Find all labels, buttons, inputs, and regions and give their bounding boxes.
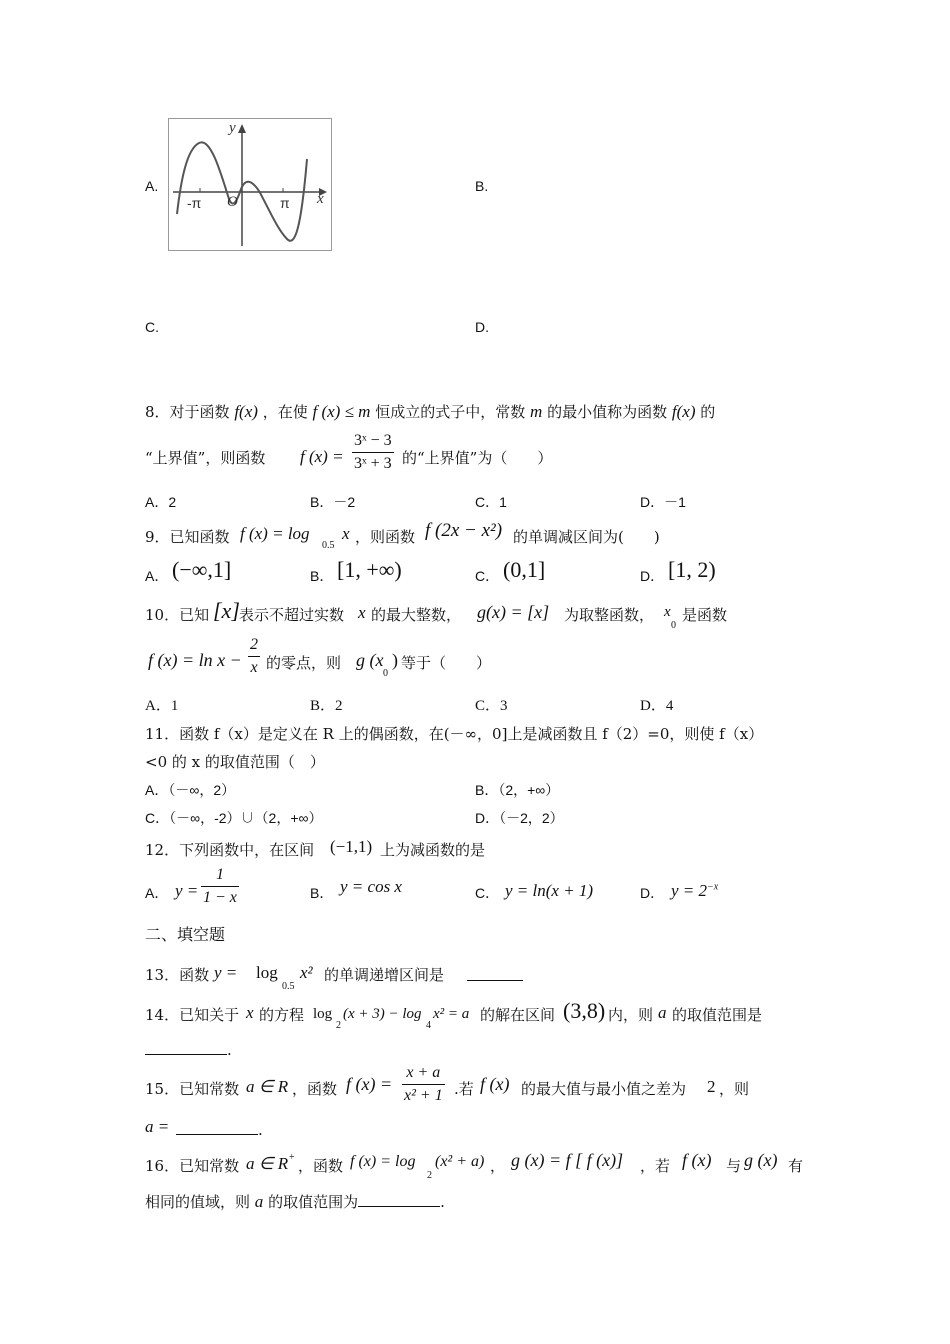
q10-f-def: f (x) = ln x − xyxy=(148,650,242,670)
q12-option-c-label: C． xyxy=(475,885,500,901)
q8-text-b: ，在使 xyxy=(262,403,308,421)
q15-text-d: 的最大值与最小值之差为 xyxy=(521,1080,687,1098)
q15-end: . xyxy=(258,1121,263,1139)
q12-option-a-fraction xyxy=(201,866,239,907)
graph-y-label: y xyxy=(229,120,236,136)
q12-option-c: y = ln(x + 1) xyxy=(505,881,594,900)
q10-x0: x xyxy=(664,604,671,620)
q12-a-num: 1 xyxy=(215,866,224,883)
q10-g-x0: g (x xyxy=(356,650,384,670)
q9-option-d: [1, 2) xyxy=(668,557,716,582)
q13-base: 0.5 xyxy=(282,981,295,992)
q10-fraction xyxy=(248,636,260,677)
q10-g-def: g(x) = [x] xyxy=(477,602,550,622)
q9-option-a: (−∞,1] xyxy=(172,557,232,582)
q8-option-a: A．2 xyxy=(145,494,177,510)
q14-eq-mid: (x + 3) − log xyxy=(343,1006,422,1022)
q10-text-e: 是函数 xyxy=(682,606,728,624)
q13-y: y = xyxy=(214,963,238,982)
q12-option-d-label: D． xyxy=(640,885,665,901)
q12-d-exp: −x xyxy=(707,881,719,893)
q14-base1: 2 xyxy=(336,1020,341,1031)
q15-text-a: 15．已知常数 xyxy=(145,1080,240,1098)
q9-option-a-label: A． xyxy=(145,568,169,584)
q15-fraction xyxy=(402,1064,445,1105)
q13-text-b: 的单调递增区间是 xyxy=(324,966,445,984)
q10-frac-den: x xyxy=(250,659,258,676)
q10-text-c: 的最大整数， xyxy=(371,606,462,624)
q11-option-d: D．（－2，2） xyxy=(475,810,564,826)
q16-text-a: 16．已知常数 xyxy=(145,1157,240,1175)
q10-option-a: A．1 xyxy=(145,698,179,714)
q12-a-den: 1 − x xyxy=(203,889,237,906)
q10-g-x0-sub: 0 xyxy=(383,668,388,679)
q7-option-a-graph xyxy=(168,118,332,251)
q7-option-c-label: C. xyxy=(145,319,159,335)
q8-line2-b: 的“上界值”为（ ） xyxy=(402,449,553,467)
q10-text-g: 的零点，则 xyxy=(266,654,342,672)
q15-text-e: ，则 xyxy=(719,1080,750,1098)
q8-fraction xyxy=(352,432,394,473)
q8-m: m xyxy=(530,402,543,421)
q14-base2: 4 xyxy=(426,1020,431,1031)
q9-option-c-label: C． xyxy=(475,568,500,584)
q8-fx-2: f(x) xyxy=(671,402,696,421)
q10-option-d: D．4 xyxy=(640,698,674,714)
q8-text-e: 的 xyxy=(700,403,716,421)
q16-text-d: ，若 xyxy=(640,1157,671,1175)
q8-line1 xyxy=(145,402,715,422)
q8-frac-den: 3ˣ + 3 xyxy=(354,455,392,472)
q15-a-in-R: a ∈ R xyxy=(246,1077,289,1096)
q15-fx-2: f (x) xyxy=(480,1074,510,1094)
q14-text-e: 的取值范围是 xyxy=(672,1006,763,1024)
y-axis-arrow-icon xyxy=(238,124,246,133)
q15-text-c: .若 xyxy=(454,1080,474,1098)
sine-like-curve-graph xyxy=(169,119,331,250)
q15-fx: f (x) = xyxy=(346,1074,393,1094)
q16-text-f: 有 xyxy=(788,1157,804,1175)
q12-interval: (−1,1) xyxy=(330,837,373,856)
q16-fx-2: f (x) xyxy=(682,1150,712,1170)
q9-option-c: (0,1] xyxy=(503,557,546,582)
q12-text-b: 上为减函数的是 xyxy=(380,841,486,859)
q15-a-eq: a = xyxy=(145,1117,170,1136)
q16-line2 xyxy=(145,1192,445,1212)
q16-g-def: g (x) = f [ f (x)] xyxy=(511,1150,624,1170)
q12-d-base: y = 2 xyxy=(671,881,708,900)
q16-fx: f (x) = log xyxy=(350,1153,416,1170)
q10-frac-num: 2 xyxy=(250,636,258,653)
q12-option-d xyxy=(671,881,718,901)
graph-pi-label: π xyxy=(280,195,290,211)
q16-base: 2 xyxy=(427,1170,432,1181)
section-fill-in-heading: 二、填空题 xyxy=(145,925,226,944)
q16-text-c: ， xyxy=(490,1157,506,1175)
q15-frac-den: x² + 1 xyxy=(404,1087,443,1104)
q8-option-c: C．1 xyxy=(475,494,507,510)
q10-x: x xyxy=(358,603,366,622)
q16-line2-b: 的取值范围为 xyxy=(268,1193,359,1211)
q14-text-d: 内，则 xyxy=(608,1006,654,1024)
q16-line2-a: 相同的值域，则 xyxy=(145,1193,251,1211)
q13-text-a: 13．函数 xyxy=(145,966,210,984)
q16-gx: g (x) xyxy=(744,1150,778,1170)
q10-option-c: C．3 xyxy=(475,698,508,714)
q9-f-composite: f (2x − x²) xyxy=(425,520,503,541)
q8-option-d: D．－1 xyxy=(640,494,686,510)
q12-option-b: y = cos x xyxy=(340,877,402,896)
q14-a: a xyxy=(658,1003,667,1022)
q11-line2: <0 的 x 的取值范围（ ） xyxy=(145,753,325,771)
q9-text-b: ，则函数 xyxy=(355,528,416,546)
q8-fx: f(x) xyxy=(234,402,258,421)
q8-text-a: 8．对于函数 xyxy=(145,403,230,421)
q12-text-a: 12．下列函数中，在区间 xyxy=(145,841,315,859)
q14-text-b: 的方程 xyxy=(259,1006,305,1024)
q14-eq-log: log xyxy=(313,1006,333,1022)
q10-g-x0-close: ) xyxy=(392,650,398,670)
q9-x: x xyxy=(342,524,350,543)
q15-text-b: ，函数 xyxy=(292,1080,338,1098)
graph-x-label: x xyxy=(317,191,324,207)
q14-text-c: 的解在区间 xyxy=(480,1006,556,1024)
q16-a: a xyxy=(254,1192,264,1211)
q10-floor-x: [x] xyxy=(213,598,240,623)
q9-option-b-label: B． xyxy=(310,568,334,584)
graph-origin-label: O xyxy=(227,194,238,210)
q16-answer-blank[interactable] xyxy=(358,1192,440,1207)
q14-interval: (3,8) xyxy=(563,998,606,1023)
q14-x: x xyxy=(246,1003,254,1022)
q9-log-base: 0.5 xyxy=(322,540,335,551)
q11-option-b: B．（2，+∞） xyxy=(475,782,560,798)
q8-line2-a: “上界值”，则函数 xyxy=(145,449,266,467)
q9-option-d-label: D． xyxy=(640,568,665,584)
q12-option-a-label: A． xyxy=(145,885,169,901)
q9-fx: f (x) = log xyxy=(240,524,310,543)
q7-option-b-label: B. xyxy=(475,178,489,194)
q14-answer-blank[interactable] xyxy=(145,1040,232,1059)
q7-option-d-label: D. xyxy=(475,319,489,335)
q14-eq-end: x² = a xyxy=(433,1006,470,1022)
q10-text-d: 为取整函数， xyxy=(564,606,655,624)
q15-two: 2 xyxy=(707,1077,716,1096)
q11-option-c: C．（－∞，-2）∪（2，+∞） xyxy=(145,810,323,826)
q12-option-a-y: y = xyxy=(175,881,199,900)
q14-end: . xyxy=(227,1041,232,1059)
q16-arg: (x² + a) xyxy=(435,1153,485,1170)
q16-text-b: ，函数 xyxy=(298,1157,344,1175)
q10-text-b: 表示不超过实数 xyxy=(239,606,345,624)
q8-option-b: B．－2 xyxy=(310,494,356,510)
q11-option-a: A．（－∞，2） xyxy=(145,782,236,798)
q10-text-a: 10．已知 xyxy=(145,606,210,624)
q16-a-in-R: a ∈ R xyxy=(246,1154,289,1173)
q9-text-a: 9．已知函数 xyxy=(145,528,230,546)
q13-x2: x² xyxy=(300,963,313,982)
q10-text-h: 等于（ ） xyxy=(401,654,492,672)
q8-text-c: 恒成立的式子中，常数 xyxy=(375,403,526,421)
q14-text-a: 14．已知关于 xyxy=(145,1006,240,1024)
q16-end: . xyxy=(440,1193,445,1211)
q9-text-c: 的单调减区间为( ) xyxy=(513,528,660,546)
q8-fx-eq: f (x) = xyxy=(300,447,344,466)
q16-plus: + xyxy=(289,1152,295,1163)
q8-frac-num: 3ˣ − 3 xyxy=(354,432,392,449)
q15-frac-num: x + a xyxy=(406,1064,441,1081)
q15-answer-blank[interactable] xyxy=(176,1120,263,1139)
q16-text-e: 与 xyxy=(726,1157,742,1175)
q8-text-d: 的最小值称为函数 xyxy=(547,403,668,421)
q10-option-b: B．2 xyxy=(310,698,343,714)
q9-option-b: [1, +∞) xyxy=(337,557,402,582)
q7-option-a-label: A. xyxy=(145,178,159,194)
q12-option-b-label: B． xyxy=(310,885,334,901)
graph-neg-pi-label: -π xyxy=(187,195,202,211)
q13-log: log xyxy=(256,963,278,982)
q10-x0-sub: 0 xyxy=(671,620,676,631)
q11-line1: 11．函数 f（x）是定义在 R 上的偶函数，在(－∞，0]上是减函数且 f（2）=0，则使 f（x） xyxy=(145,725,764,743)
q8-inequality: f (x) ≤ m xyxy=(312,402,371,421)
q13-answer-blank[interactable] xyxy=(467,966,523,985)
